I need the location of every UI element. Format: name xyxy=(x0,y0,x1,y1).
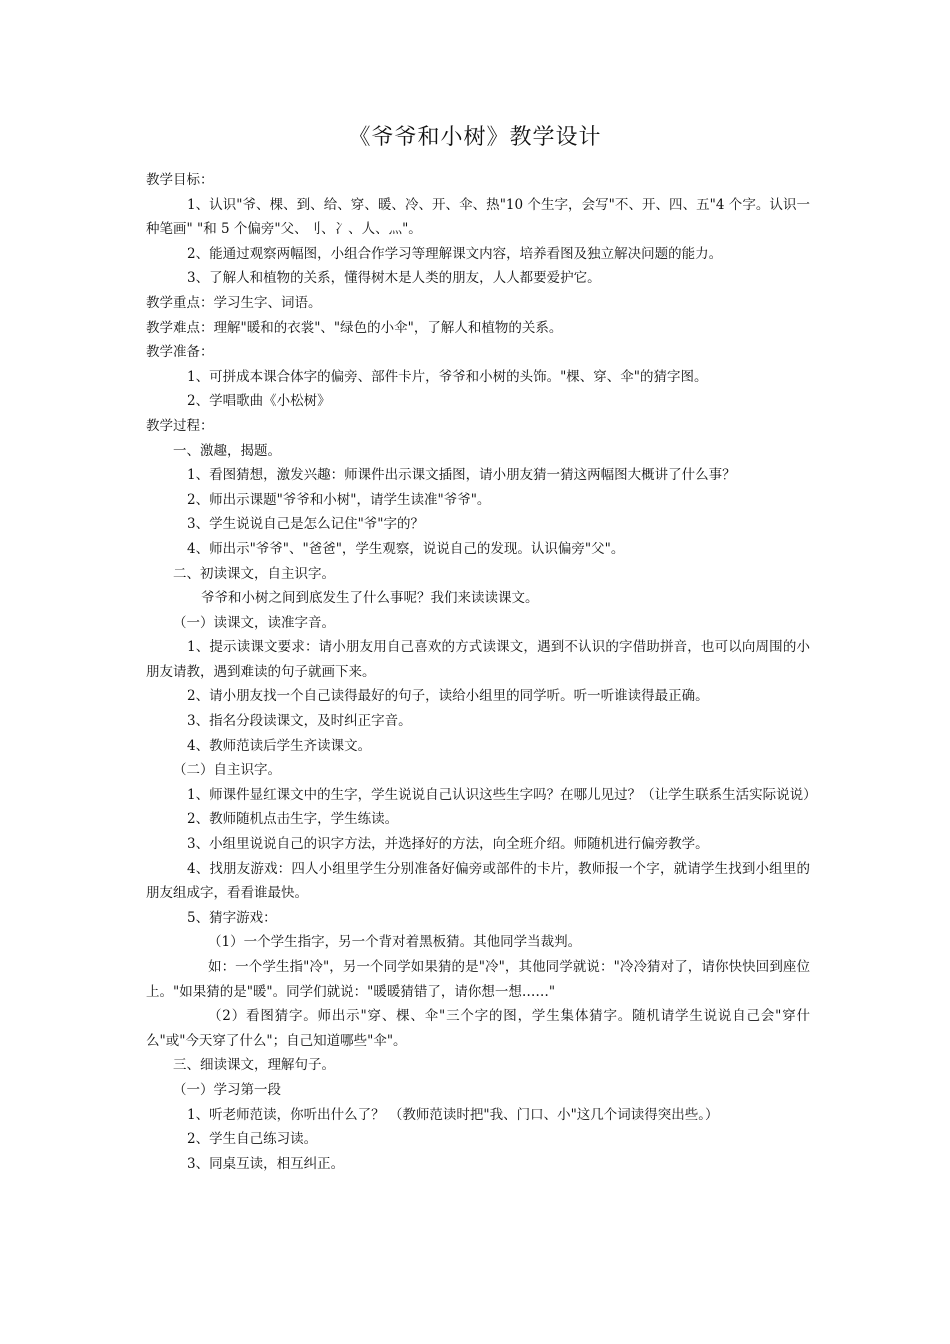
paragraph-line: （一）学习第一段 xyxy=(173,1081,281,1098)
paragraph-line: 教学过程： xyxy=(146,417,214,434)
paragraph-line: 5、猜字游戏： xyxy=(187,909,277,926)
paragraph-line: 3、小组里说说自己的识字方法，并选择好的方法，向全班介绍。师随机进行偏旁教学。 xyxy=(187,836,709,853)
paragraph-line: 2、能通过观察两幅图，小组合作学习等理解课文内容，培养看图及独立解决问题的能力。 xyxy=(187,245,723,262)
paragraph-line: 1、听老师范读，你听出什么了？ （教师范读时把"我、门口、小"这几个词读得突出些。） xyxy=(187,1106,719,1123)
paragraph-line: （2）看图猜字。师出示"穿、棵、伞"三个字的图，学生集体猜字。随机请学生说说自己会"穿什么"或"今天穿了什么"；自己知道哪些"伞"。 xyxy=(146,1008,810,1049)
paragraph-line: 4、师出示"爷爷"、"爸爸"，学生观察，说说自己的发现。认识偏旁"父"。 xyxy=(187,540,625,557)
paragraph-line: （1）一个学生指字，另一个背对着黑板猜。其他同学当裁判。 xyxy=(208,934,582,951)
paragraph-line: 2、学生自己练习读。 xyxy=(187,1131,318,1148)
paragraph-line: 2、教师随机点击生字，学生练读。 xyxy=(187,811,399,828)
paragraph-line: 教学难点：理解"暖和的衣裳"、"绿色的小伞"，了解人和植物的关系。 xyxy=(146,319,563,336)
paragraph-line: 一、激趣，揭题。 xyxy=(173,442,281,459)
paragraph-line: 1、可拼成本课合体字的偏旁、部件卡片，爷爷和小树的头饰。"棵、穿、伞"的猜字图。 xyxy=(187,368,708,385)
document-title: 《爷爷和小树》教学设计 xyxy=(348,125,602,150)
paragraph-line: 二、初读课文，自主识字。 xyxy=(173,565,335,582)
paragraph-line: 2、请小朋友找一个自己读得最好的句子，读给小组里的同学听。听一听谁读得最正确。 xyxy=(187,688,709,705)
paragraph-line: 2、学唱歌曲《小松树》 xyxy=(187,393,331,410)
paragraph-line: 1、认识"爷、棵、到、给、穿、暖、冷、开、伞、热"10 个生字，会写"不、开、四、五"4 个字。认识一种笔画" "和 5 个偏旁"父、刂、冫、人、灬"。 xyxy=(146,196,810,238)
paragraph-line: 3、学生说说自己是怎么记住"爷"字的？ xyxy=(187,516,425,533)
paragraph-line: 教学准备： xyxy=(146,344,214,361)
paragraph-line: 1、提示读课文要求：请小朋友用自己喜欢的方式读课文，遇到不认识的字借助拼音，也可以向周围的小朋友请教，遇到难读的句子就画下来。 xyxy=(146,639,810,680)
paragraph-line: 2、师出示课题"爷爷和小树"，请学生读准"爷爷"。 xyxy=(187,491,491,508)
paragraph-line: （一）读课文，读准字音。 xyxy=(173,614,335,631)
paragraph-line: 爷爷和小树之间到底发生了什么事呢？我们来读读课文。 xyxy=(201,590,539,607)
paragraph-line: 3、指名分段读课文，及时纠正字音。 xyxy=(187,713,412,730)
paragraph-line: 1、看图猜想，激发兴趣：师课件出示课文插图，请小朋友猜一猜这两幅图大概讲了什么事？ xyxy=(187,467,736,484)
paragraph-line: 三、细读课文，理解句子。 xyxy=(173,1057,335,1074)
paragraph-line: 教学重点：学习生字、词语。 xyxy=(146,294,322,311)
paragraph-line: 4、找朋友游戏：四人小组里学生分别准备好偏旁或部件的卡片，教师报一个字，就请学生找到小组里的朋友组成字，看看谁最快。 xyxy=(146,860,810,902)
paragraph-line: （二）自主识字。 xyxy=(173,762,281,779)
paragraph-line: 教学目标： xyxy=(146,172,214,188)
paragraph-line: 如：一个学生指"冷"，另一个同学如果猜的是"冷"，其他同学就说："冷冷猜对了，请你快快回到座位上。"如果猜的是"暖"。同学们就说："暖暖猜错了，请你想一想……" xyxy=(146,959,810,1000)
paragraph-line: 1、师课件显红课文中的生字，学生说说自己认识这些生字吗？在哪儿见过？（让学生联系生活实际说说） xyxy=(187,786,817,803)
paragraph-line: 3、同桌互读，相互纠正。 xyxy=(187,1155,345,1172)
paragraph-line: 3、了解人和植物的关系，懂得树木是人类的朋友，人人都要爱护它。 xyxy=(187,270,601,287)
document-body xyxy=(146,168,817,1176)
paragraph-line: 4、教师范读后学生齐读课文。 xyxy=(187,737,372,754)
